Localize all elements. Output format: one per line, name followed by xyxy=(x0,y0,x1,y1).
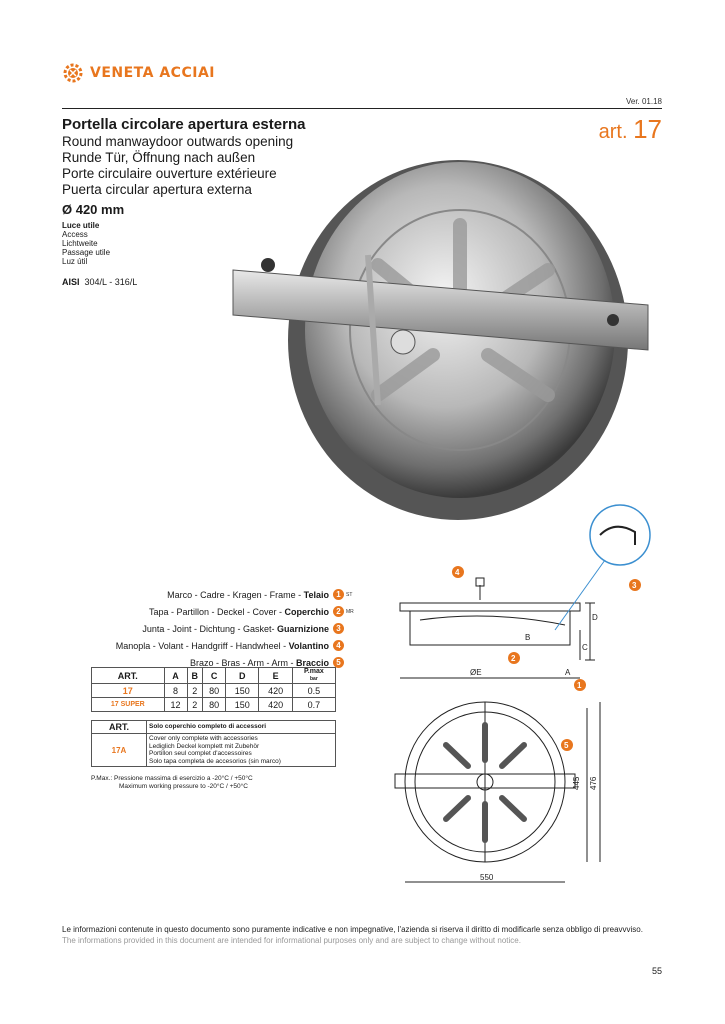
luce-fr: Passage utile xyxy=(62,248,111,257)
dim-e: ØE xyxy=(470,668,482,677)
luce-block xyxy=(62,221,110,266)
dim-d: D xyxy=(592,613,598,622)
legend-item: Marco - Cadre - Kragen - Frame - Telaio 1 ST xyxy=(167,589,353,600)
luce-label: Luce utile xyxy=(62,221,100,230)
page-title: Portella circolare apertura esterna xyxy=(62,116,306,133)
table-row: 17 SUPER 12 2 80 150 420 0.7 xyxy=(92,698,336,712)
table-row: 17 8 2 80 150 420 0.5 xyxy=(92,684,336,698)
legend-item: Tapa - Partillon - Deckel - Cover - Coperchio 2 MR xyxy=(148,606,354,617)
callout-1: 1 xyxy=(577,681,582,690)
dim-c: C xyxy=(582,643,588,652)
dim-476: 476 xyxy=(589,776,598,790)
dim-550: 550 xyxy=(480,873,494,882)
table-row: 17A Cover only complete with accessories Lediglich Deckel komplett mit Zubehör Portillon seul complet d'accessoires Solo tapa completa de accesorios (sin marco) xyxy=(92,734,336,767)
cover-only-table xyxy=(91,720,336,767)
subtitle-en: Round manwaydoor outwards opening xyxy=(62,134,294,149)
legend-item: Junta - Joint - Dichtung - Gasket- Guarnizione 3 xyxy=(60,620,360,637)
legend-item: Brazo - Bras - Arm - Arm - Braccio 5 xyxy=(60,654,360,671)
subtitle-es: Puerta circular apertura externa xyxy=(62,182,252,197)
article-number: art. 17 xyxy=(598,114,662,144)
disclaimer-en: The informations provided in this document are intended for informational purposes only and are subject to change without notice. xyxy=(62,936,521,945)
callout-3: 3 xyxy=(632,581,637,590)
luce-en: Access xyxy=(62,230,88,239)
page-number: 55 xyxy=(651,966,662,976)
diameter-value: Ø 420 mm xyxy=(62,202,125,217)
table-header-row: ART. A B C D E P.max bar xyxy=(92,668,336,684)
dim-a: A xyxy=(565,668,571,677)
subtitle-de: Runde Tür, Öffnung nach außen xyxy=(62,150,256,165)
dimensions-table xyxy=(91,667,336,712)
callout-2: 2 xyxy=(511,654,516,663)
disclaimer-it: Le informazioni contenute in questo documento sono puramente indicative e non impegnative, l'azienda si riserva il diritto di modificarle senza obbligo di preavvviso. xyxy=(62,925,643,934)
dim-445: 445 xyxy=(572,776,581,790)
version-label: Ver. 01.18 xyxy=(625,97,662,106)
subtitle-fr: Porte circulaire ouverture extérieure xyxy=(62,166,277,181)
table-header-row: ART. Solo coperchio completo di accessori xyxy=(92,721,336,734)
dim-b: B xyxy=(525,633,531,642)
technical-drawing xyxy=(380,500,680,900)
legend-item: Manopla - Volant - Handgriff - Handwheel - Volantino 4 xyxy=(60,637,360,654)
pmax-note: P.Max.: Pressione massima di esercizio a -20°C / +50°C Maximum working pressure to -20°C / +50°C xyxy=(91,775,253,790)
gear-logo-icon xyxy=(62,62,84,84)
product-photo xyxy=(228,105,668,525)
luce-es: Luz útil xyxy=(62,257,88,266)
luce-de: Lichtweite xyxy=(62,239,98,248)
callout-5: 5 xyxy=(564,741,569,750)
component-legend xyxy=(60,586,360,671)
brand-logo xyxy=(62,62,215,84)
callout-4: 4 xyxy=(455,568,460,577)
aisi-material: AISI 304/L - 316/L xyxy=(62,277,138,287)
brand-name: VENETA ACCIAI xyxy=(90,65,215,81)
